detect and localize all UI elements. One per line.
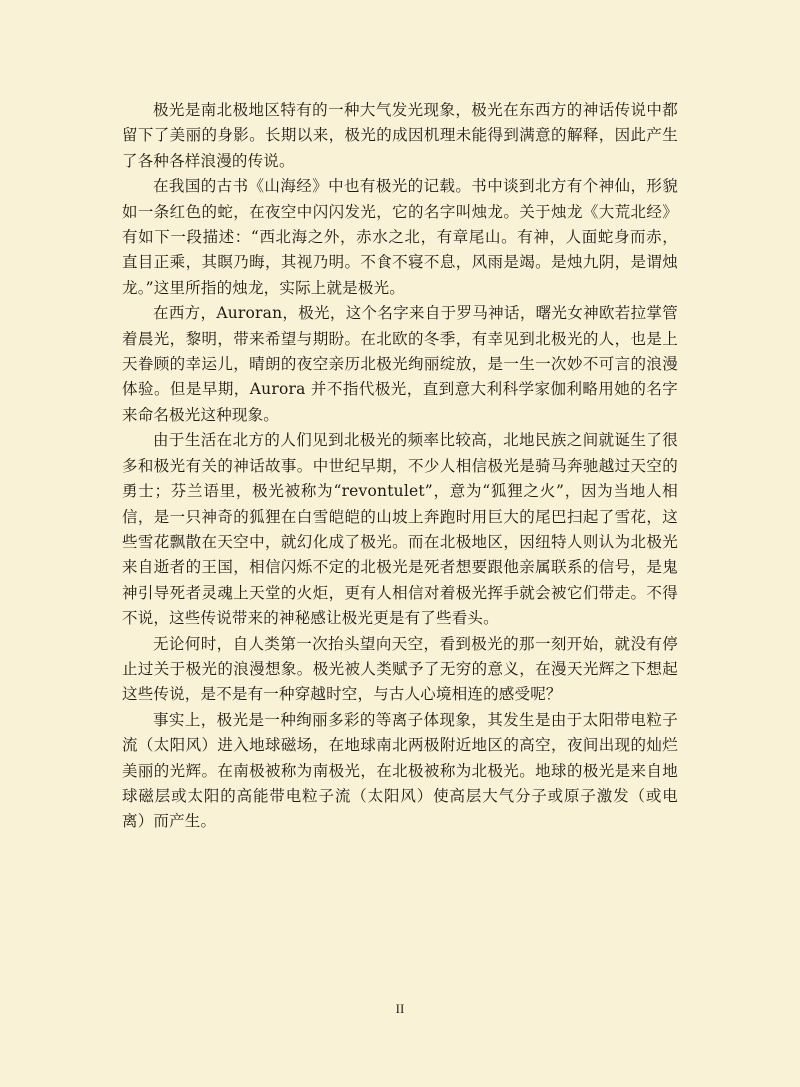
paragraph: 事实上，极光是一种绚丽多彩的等离子体现象，其发生是由于太阳带电粒子流（太阳风）进入地球磁场，在地球南北两极附近地区的高空，夜间出现的灿烂美丽的光辉。在南极被称为南极光，在北极被称为北极光。地球的极光是来自地球磁层或太阳的高能带电粒子流（太阳风）使高层大气分子或原子激发（或电离）而产生。 — [122, 710, 678, 831]
paragraph: 在我国的古书《山海经》中也有极光的记载。书中谈到北方有个神仙，形貌如一条红色的蛇，在夜空中闪闪发光，它的名字叫烛龙。关于烛龙《大荒北经》有如下一段描述：“西北海之外，赤水之北，有章尾山。有神，人面蛇身而赤，直目正乘，其瞑乃晦，其视乃明。不食不寝不息，风雨是竭。是烛九阴，是谓烛龙。”这里所指的烛龙，实际上就是极光。 — [122, 177, 678, 297]
paragraph: 由于生活在北方的人们见到北极光的频率比较高，北地民族之间就诞生了很多和极光有关的神话故事。中世纪早期，不少人相信极光是骑马奔驰越过天空的勇士；芬兰语里，极光被称为“revontulet”，意为“狐狸之火”，因为当地人相信，是一只神奇的狐狸在白雪皑皑的山坡上奔跑时用巨大的尾巴扫起了雪花，这些雪花飘散在天空中，就幻化成了极光。而在北极地区，因纽特人则认为北极光来自逝者的王国，相信闪烁不定的北极光是死者想要跟他亲属联系的信号，是鬼神引导死者灵魂上天堂的火炬，更有人相信对着极光挥手就会被它们带走。不得不说，这些传说带来的神秘感让极光更是有了些看头。 — [122, 431, 678, 628]
paragraph: 无论何时，自人类第一次抬头望向天空，看到极光的那一刻开始，就没有停止过关于极光的浪漫想象。极光被人类赋予了无穷的意义，在漫天光辉之下想起这些传说，是不是有一种穿越时空，与古人心境相连的感受呢？ — [122, 634, 678, 704]
page-number: II — [395, 1001, 405, 1016]
paragraph: 极光是南北极地区特有的一种大气发光现象，极光在东西方的神话传说中都留下了美丽的身影。长期以来，极光的成因机理未能得到满意的解释，因此产生了各种各样浪漫的传说。 — [122, 101, 678, 170]
body-text — [122, 98, 678, 835]
paragraph: 在西方，Auroran，极光，这个名字来自于罗马神话，曙光女神欧若拉掌管着晨光，黎明，带来希望与期盼。在北欧的冬季，有幸见到北极光的人，也是上天眷顾的幸运儿，晴朗的夜空亲历北极光绚丽绽放，是一生一次妙不可言的浪漫体验。但是早期，Aurora 并不指代极光，直到意大利科学家伽利略用她的名字来命名极光这种现象。 — [122, 304, 678, 424]
